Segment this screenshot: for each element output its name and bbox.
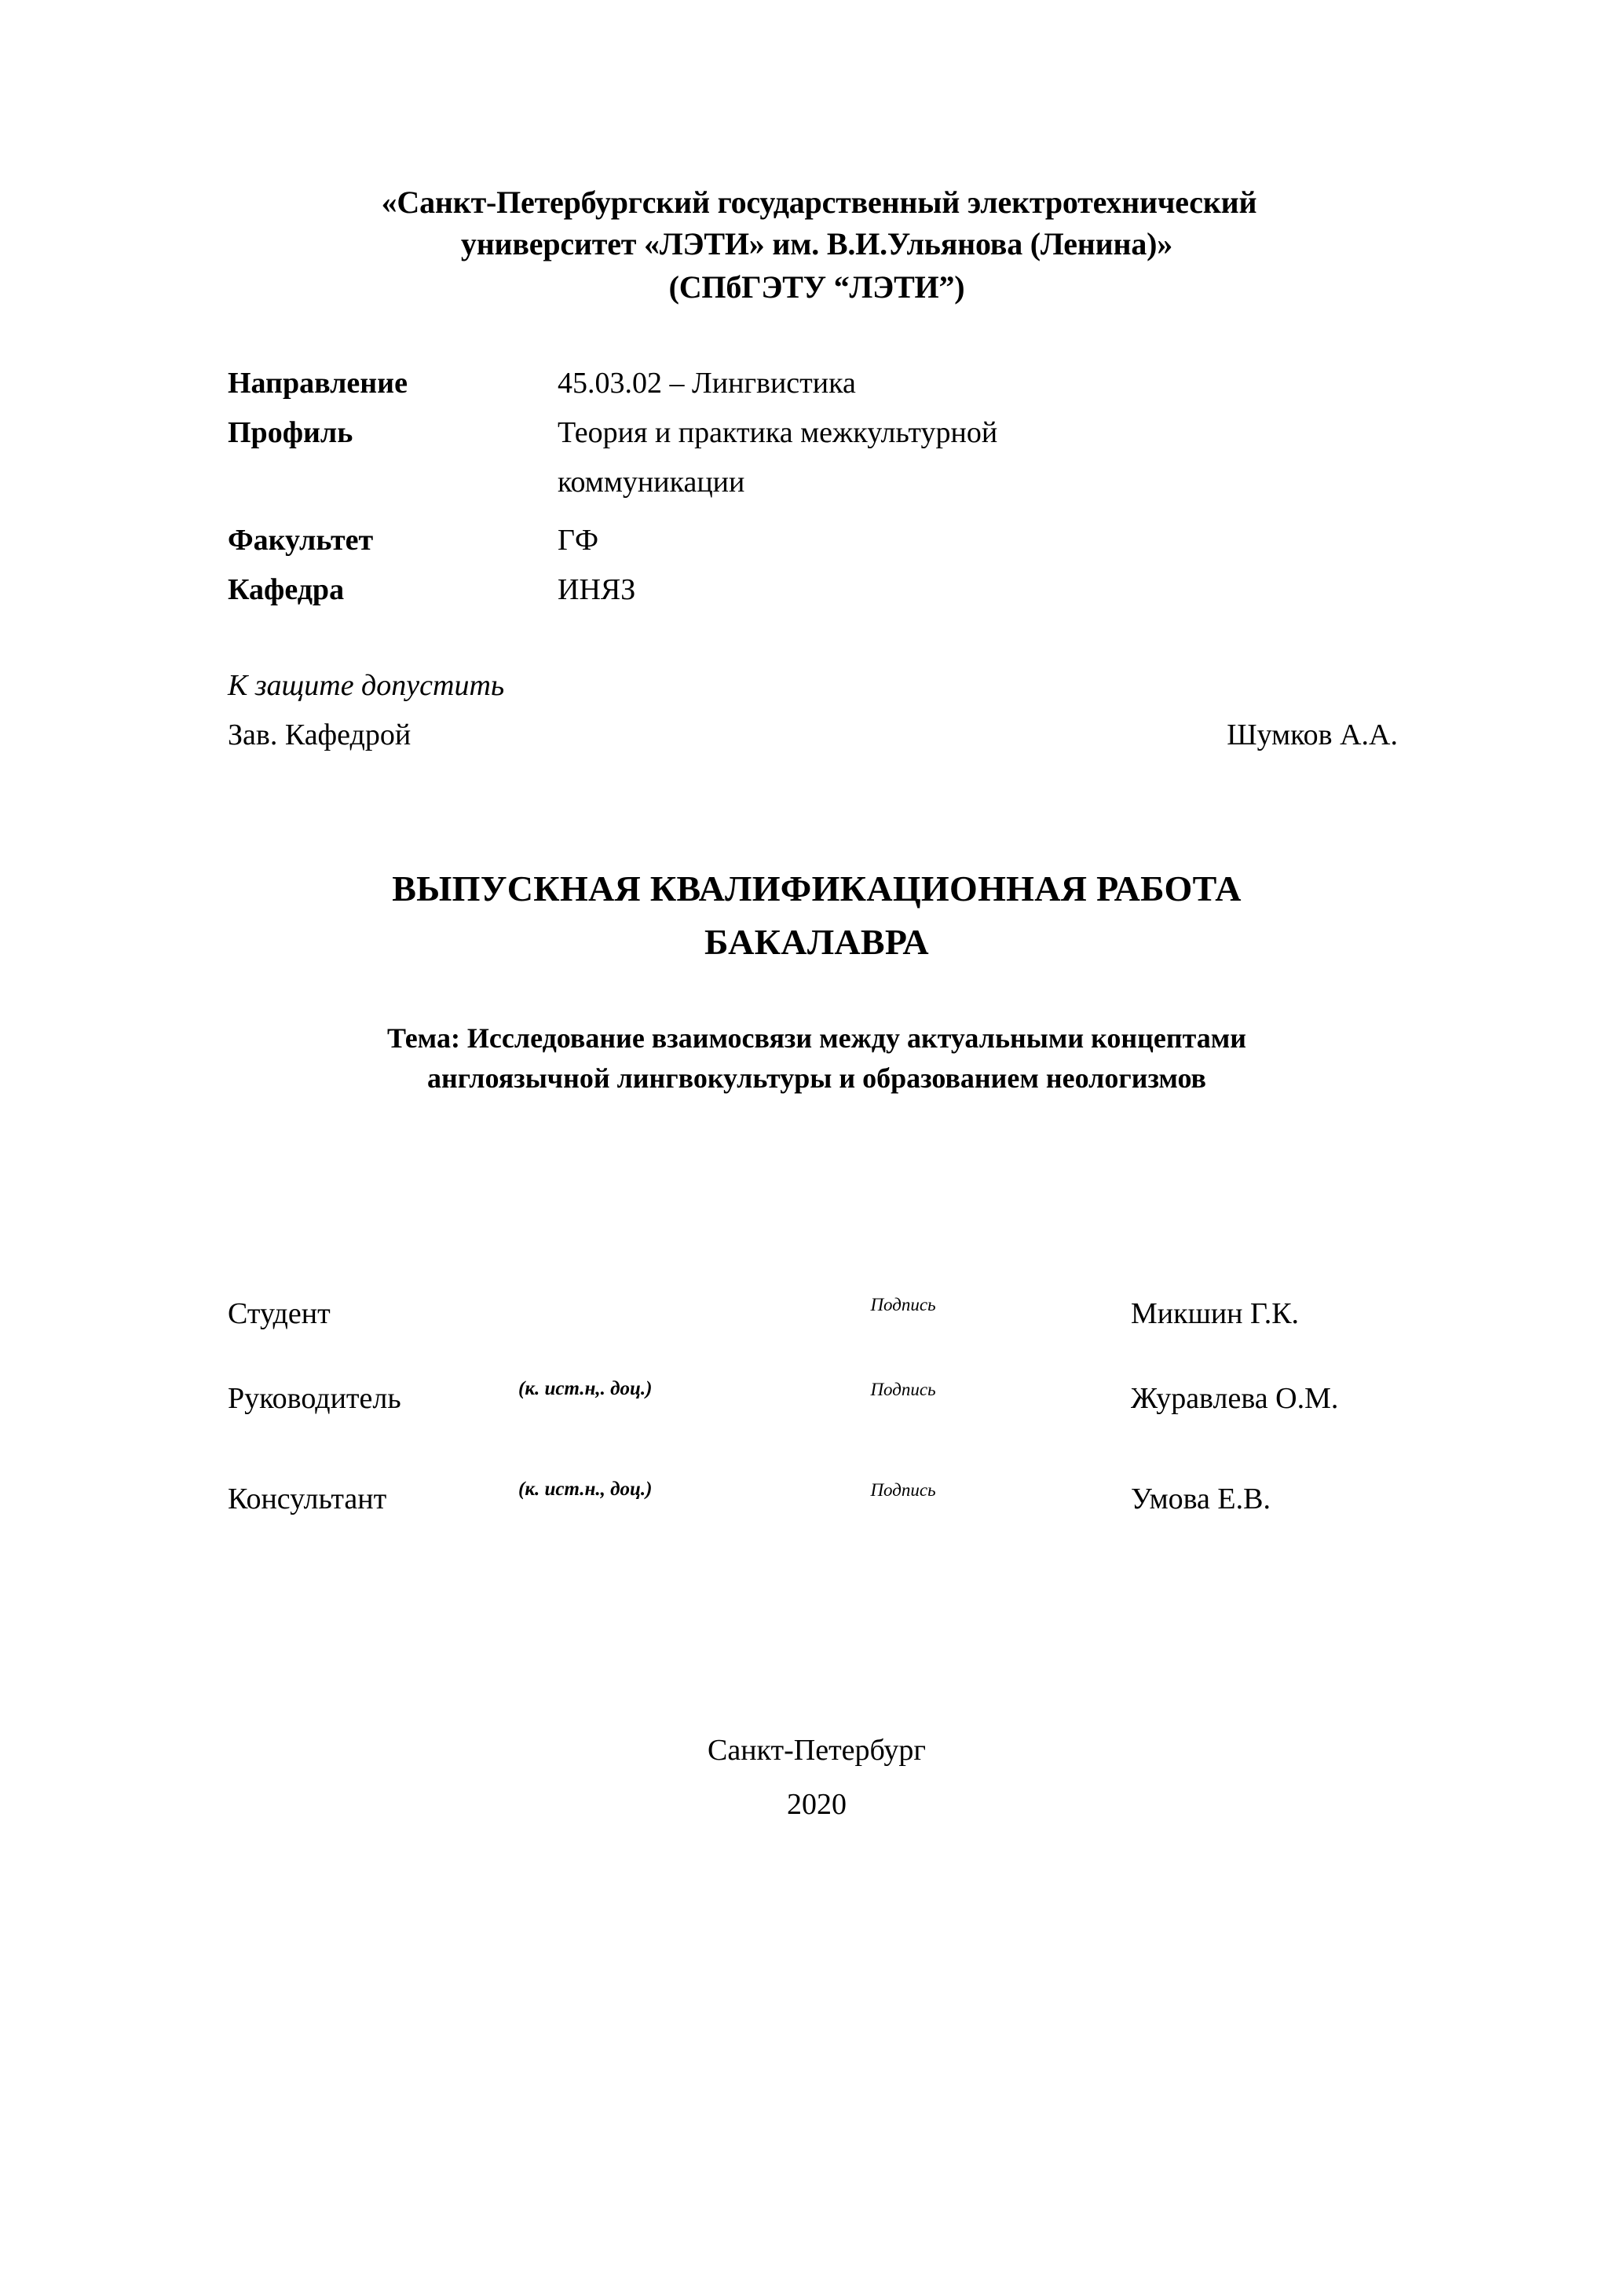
approval-role: Зав. Кафедрой: [228, 718, 411, 752]
signature-row-student: [228, 1287, 1406, 1372]
table-row: [228, 361, 1406, 411]
signature-field-consultant[interactable]: [730, 1480, 1076, 1501]
field-label-direction: Направление: [228, 367, 408, 400]
approval-block: [228, 664, 1406, 752]
field-value-direction: 45.03.02 – Лингвистика: [558, 367, 856, 400]
signature-role-supervisor: Руководитель: [228, 1381, 401, 1415]
signature-row-consultant: [228, 1472, 1406, 1559]
signature-caption-student: Подпись: [870, 1294, 936, 1314]
table-row: [228, 518, 1406, 568]
thesis-theme: [228, 1018, 1406, 1099]
page-content: [228, 0, 1406, 1828]
signature-field-supervisor[interactable]: [730, 1380, 1076, 1400]
footer-city: Санкт-Петербург: [707, 1733, 927, 1767]
signature-degree-supervisor: (к. ист.н,. доц.): [518, 1377, 653, 1399]
program-details-table: [228, 361, 1406, 626]
signature-degree-consultant: (к. ист.н., доц.): [518, 1478, 653, 1500]
signature-row-supervisor: [228, 1372, 1406, 1457]
field-label-profile: Профиль: [228, 416, 353, 450]
field-value-profile-continued: коммуникации: [558, 466, 745, 499]
page-title: [228, 862, 1406, 969]
signature-role-student: Студент: [228, 1296, 331, 1330]
signature-caption-supervisor: Подпись: [870, 1379, 936, 1399]
signature-name-student: Микшин Г.К.: [1131, 1296, 1300, 1330]
field-label-department: Кафедра: [228, 573, 345, 607]
field-value-profile: Теория и практика межкультурной: [558, 416, 998, 450]
signature-caption-consultant: Подпись: [870, 1479, 936, 1500]
signature-field-student[interactable]: [730, 1295, 1076, 1315]
table-row: [228, 411, 1406, 460]
page-title-line-1: ВЫПУСКНАЯ КВАЛИФИКАЦИОННАЯ РАБОТА: [392, 868, 1242, 909]
university-header: [228, 182, 1406, 308]
approval-row: [228, 718, 1406, 752]
signature-name-consultant: Умова Е.В.: [1131, 1482, 1271, 1515]
university-abbreviation: (СПбГЭТУ “ЛЭТИ”): [668, 269, 965, 305]
university-name-line-2: университет «ЛЭТИ» им. В.И.Ульянова (Ленина)»: [460, 225, 1173, 261]
field-value-faculty: ГФ: [558, 524, 598, 558]
field-label-empty: [228, 460, 558, 518]
signature-name-supervisor: Журавлева О.М.: [1131, 1381, 1339, 1415]
field-label-faculty: Факультет: [228, 524, 374, 558]
thesis-theme-line-2: англоязычной лингвокультуры и образованием неологизмов: [426, 1062, 1206, 1094]
university-name-line-1: «Санкт-Петербургский государственный электротехнический: [381, 185, 1257, 220]
table-row: [228, 568, 1406, 626]
page-title-line-2: БАКАЛАВРА: [704, 922, 929, 963]
footer-year: 2020: [787, 1787, 847, 1821]
document-footer: [228, 1727, 1406, 1828]
thesis-theme-line-1: Тема: Исследование взаимосвязи между актуальными концептами: [387, 1022, 1246, 1054]
signature-section: [228, 1287, 1406, 1559]
approval-name: Шумков А.А.: [1227, 718, 1398, 752]
approval-note: К защите допустить: [228, 669, 505, 703]
table-row: [228, 460, 1406, 518]
signature-role-consultant: Консультант: [228, 1482, 387, 1515]
field-value-department: ИНЯЗ: [558, 573, 636, 607]
